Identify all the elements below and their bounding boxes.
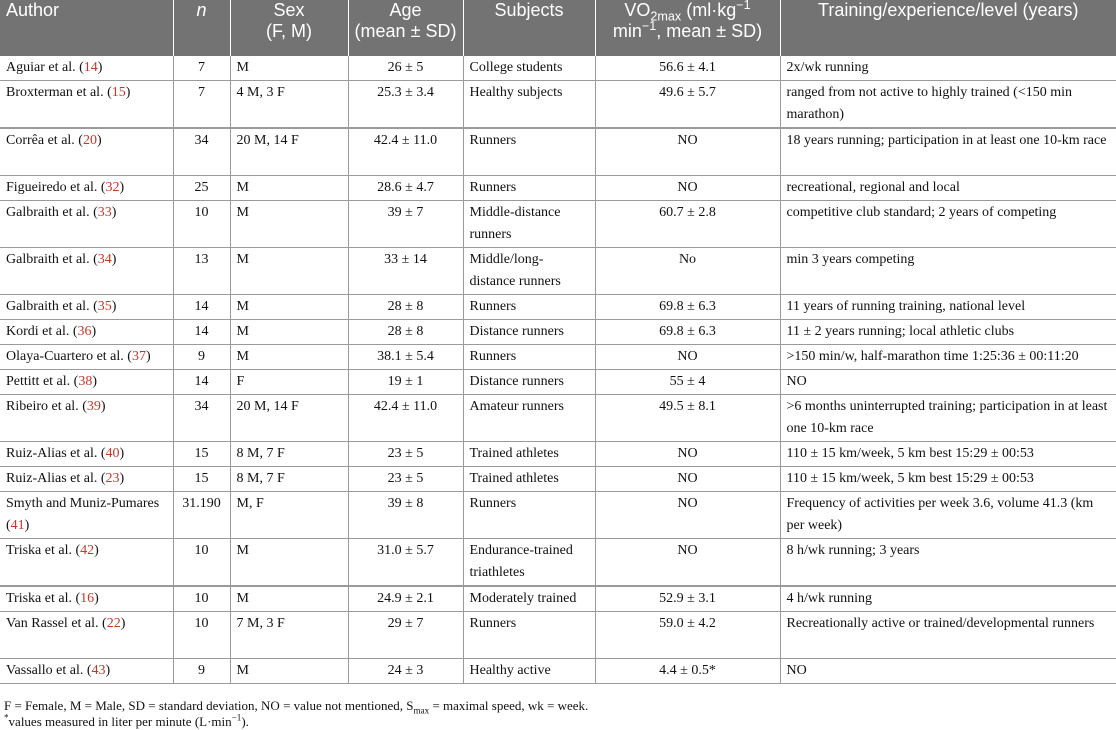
cell-training: >6 months uninterrupted training; participation in at least one 10-km race (780, 395, 1116, 442)
cell-age: 23 ± 5 (348, 467, 463, 492)
cell-sex: M (230, 659, 348, 684)
table-body (0, 56, 1116, 684)
cell-author: Ruiz-Alias et al. (23) (0, 467, 173, 492)
reference-link[interactable]: 14 (83, 60, 98, 75)
cell-age: 25.3 ± 3.4 (348, 81, 463, 129)
cell-sex: M (230, 248, 348, 295)
cell-training: NO (780, 370, 1116, 395)
reference-link[interactable]: 23 (105, 471, 120, 486)
cell-author: Pettitt et al. (38) (0, 370, 173, 395)
reference-link[interactable]: 34 (97, 252, 112, 267)
cell-author: Van Rassel et al. (22) (0, 612, 173, 659)
cell-sex: 20 M, 14 F (230, 128, 348, 176)
cell-sex: 4 M, 3 F (230, 81, 348, 129)
cell-age: 42.4 ± 11.0 (348, 128, 463, 176)
cell-subjects: Runners (463, 612, 595, 659)
cell-sex: 7 M, 3 F (230, 612, 348, 659)
cell-subjects: Distance runners (463, 370, 595, 395)
cell-training: 8 h/wk running; 3 years (780, 539, 1116, 587)
reference-link[interactable]: 36 (77, 324, 92, 339)
cell-age: 39 ± 7 (348, 201, 463, 248)
cell-subjects: Healthy subjects (463, 81, 595, 129)
cell-subjects: Runners (463, 492, 595, 539)
cell-training: 11 years of running training, national level (780, 295, 1116, 320)
cell-training: 11 ± 2 years running; local athletic clubs (780, 320, 1116, 345)
table-row (0, 659, 1116, 684)
cell-subjects: Middle-distance runners (463, 201, 595, 248)
cell-age: 24.9 ± 2.1 (348, 586, 463, 612)
cell-sex: M (230, 345, 348, 370)
cell-age: 29 ± 7 (348, 612, 463, 659)
cell-sex: M (230, 56, 348, 81)
table-row (0, 492, 1116, 539)
cell-sex: M (230, 201, 348, 248)
reference-link[interactable]: 15 (111, 85, 126, 100)
header-sex: Sex (F, M) (230, 0, 348, 56)
reference-link[interactable]: 22 (106, 616, 121, 631)
cell-training: 110 ± 15 km/week, 5 km best 15:29 ± 00:53 (780, 442, 1116, 467)
reference-link[interactable]: 39 (86, 399, 101, 414)
reference-link[interactable]: 43 (91, 663, 106, 678)
cell-age: 28 ± 8 (348, 320, 463, 345)
cell-n: 25 (173, 176, 230, 201)
cell-n: 10 (173, 612, 230, 659)
footnote-units: *values measured in liter per minute $(L\cdot\min^{-1})$. (4, 712, 249, 729)
cell-author: Broxterman et al. (15) (0, 81, 173, 129)
cell-training: min 3 years competing (780, 248, 1116, 295)
cell-author: Kordi et al. (36) (0, 320, 173, 345)
cell-training: NO (780, 659, 1116, 684)
table-row (0, 539, 1116, 587)
cell-author: Aguiar et al. (14) (0, 56, 173, 81)
cell-vo2max: NO (595, 345, 780, 370)
reference-link[interactable]: 41 (10, 518, 25, 533)
cell-author: Ruiz-Alias et al. (40) (0, 442, 173, 467)
cell-subjects: Runners (463, 345, 595, 370)
cell-age: 42.4 ± 11.0 (348, 395, 463, 442)
cell-age: 26 ± 5 (348, 56, 463, 81)
cell-vo2max: 49.6 ± 5.7 (595, 81, 780, 129)
cell-training: 18 years running; participation in at least one 10-km race (780, 128, 1116, 176)
cell-age: 38.1 ± 5.4 (348, 345, 463, 370)
reference-link[interactable]: 35 (97, 299, 112, 314)
cell-training: 110 ± 15 km/week, 5 km best 15:29 ± 00:53 (780, 467, 1116, 492)
cell-subjects: College students (463, 56, 595, 81)
cell-vo2max: No (595, 248, 780, 295)
reference-link[interactable]: 33 (97, 205, 112, 220)
cell-vo2max: NO (595, 442, 780, 467)
cell-author: Olaya-Cuartero et al. (37) (0, 345, 173, 370)
cell-training: Frequency of activities per week 3.6, volume 41.3 (km per week) (780, 492, 1116, 539)
cell-n: 10 (173, 201, 230, 248)
table-row (0, 370, 1116, 395)
cell-n: 7 (173, 81, 230, 129)
cell-author: Galbraith et al. (35) (0, 295, 173, 320)
cell-vo2max: 4.4 ± 0.5* (595, 659, 780, 684)
cell-subjects: Amateur runners (463, 395, 595, 442)
reference-link[interactable]: 40 (105, 446, 120, 461)
footnote-abbreviations: F = Female, M = Male, SD = standard deviation, NO = value not mentioned, $S_{max}$ = maximal speed, wk = week. (4, 698, 589, 716)
cell-n: 15 (173, 442, 230, 467)
table-row (0, 176, 1116, 201)
cell-n: 34 (173, 395, 230, 442)
table-row (0, 201, 1116, 248)
cell-n: 15 (173, 467, 230, 492)
cell-subjects: Endurance-trained triathletes (463, 539, 595, 587)
reference-link[interactable]: 42 (80, 543, 95, 558)
cell-training: 2x/wk running (780, 56, 1116, 81)
cell-subjects: Middle/long-distance runners (463, 248, 595, 295)
table-row (0, 442, 1116, 467)
cell-author: Galbraith et al. (33) (0, 201, 173, 248)
cell-vo2max: 69.8 ± 6.3 (595, 320, 780, 345)
cell-subjects: Trained athletes (463, 442, 595, 467)
cell-vo2max: NO (595, 176, 780, 201)
cell-subjects: Runners (463, 295, 595, 320)
table-row (0, 586, 1116, 612)
cell-n: 14 (173, 370, 230, 395)
cell-vo2max: NO (595, 467, 780, 492)
cell-age: 23 ± 5 (348, 442, 463, 467)
cell-training: recreational, regional and local (780, 176, 1116, 201)
table-row (0, 128, 1116, 176)
table-row (0, 81, 1116, 129)
cell-age: 31.0 ± 5.7 (348, 539, 463, 587)
cell-n: 10 (173, 539, 230, 587)
cell-author: Smyth and Muniz-Pumares (41) (0, 492, 173, 539)
cell-training: ranged from not active to highly trained (<150 min marathon) (780, 81, 1116, 129)
cell-training: competitive club standard; 2 years of competing (780, 201, 1116, 248)
reference-link[interactable]: 37 (131, 349, 146, 364)
cell-sex: M, F (230, 492, 348, 539)
cell-sex: F (230, 370, 348, 395)
cell-n: 14 (173, 295, 230, 320)
cell-training: >150 min/w, half-marathon time 1:25:36 ± 00:11:20 (780, 345, 1116, 370)
reference-link[interactable]: 38 (78, 374, 93, 389)
reference-link[interactable]: 20 (82, 133, 97, 148)
table-row (0, 56, 1116, 81)
cell-age: 24 ± 3 (348, 659, 463, 684)
cell-training: 4 h/wk running (780, 586, 1116, 612)
cell-vo2max: NO (595, 539, 780, 587)
cell-n: 31.190 (173, 492, 230, 539)
header-author: Author (0, 0, 173, 56)
cell-n: 9 (173, 345, 230, 370)
cell-n: 7 (173, 56, 230, 81)
cell-n: 14 (173, 320, 230, 345)
cell-vo2max: 69.8 ± 6.3 (595, 295, 780, 320)
cell-author: Vassallo et al. (43) (0, 659, 173, 684)
cell-sex: 8 M, 7 F (230, 442, 348, 467)
cell-sex: 8 M, 7 F (230, 467, 348, 492)
cell-sex: M (230, 586, 348, 612)
cell-author: Triska et al. (42) (0, 539, 173, 587)
cell-sex: M (230, 176, 348, 201)
cell-n: 10 (173, 586, 230, 612)
cell-subjects: Runners (463, 128, 595, 176)
cell-training: Recreationally active or trained/developmental runners (780, 612, 1116, 659)
table-row (0, 320, 1116, 345)
header-vo2max: $VO_{2max}$ ($ml\cdot kg^{-1}$ $\min^{-1}$, mean ± SD) (595, 0, 780, 56)
cell-vo2max: 55 ± 4 (595, 370, 780, 395)
cell-vo2max: 59.0 ± 4.2 (595, 612, 780, 659)
table-row (0, 295, 1116, 320)
cell-author: Ribeiro et al. (39) (0, 395, 173, 442)
table-footnotes (0, 698, 1116, 730)
table-row (0, 248, 1116, 295)
cell-author: Figueiredo et al. (32) (0, 176, 173, 201)
cell-vo2max: 52.9 ± 3.1 (595, 586, 780, 612)
header-row (0, 0, 1116, 56)
cell-sex: M (230, 320, 348, 345)
header-subjects: Subjects (463, 0, 595, 56)
cell-sex: M (230, 539, 348, 587)
cell-age: 19 ± 1 (348, 370, 463, 395)
cell-vo2max: 56.6 ± 4.1 (595, 56, 780, 81)
cell-age: 39 ± 8 (348, 492, 463, 539)
header-n: n (173, 0, 230, 56)
cell-vo2max: NO (595, 128, 780, 176)
cell-subjects: Distance runners (463, 320, 595, 345)
reference-link[interactable]: 16 (80, 591, 95, 606)
header-training: Training/experience/level (years) (780, 0, 1116, 56)
cell-author: Galbraith et al. (34) (0, 248, 173, 295)
cell-sex: M (230, 295, 348, 320)
cell-author: Triska et al. (16) (0, 586, 173, 612)
cell-age: 33 ± 14 (348, 248, 463, 295)
table-row (0, 395, 1116, 442)
cell-subjects: Trained athletes (463, 467, 595, 492)
table-row (0, 345, 1116, 370)
cell-n: 13 (173, 248, 230, 295)
table-row (0, 467, 1116, 492)
cell-sex: 20 M, 14 F (230, 395, 348, 442)
cell-n: 34 (173, 128, 230, 176)
cell-subjects: Runners (463, 176, 595, 201)
table-row (0, 612, 1116, 659)
cell-author: Corrêa et al. (20) (0, 128, 173, 176)
cell-vo2max: 60.7 ± 2.8 (595, 201, 780, 248)
cell-subjects: Healthy active (463, 659, 595, 684)
header-age: Age (mean ± SD) (348, 0, 463, 56)
cell-vo2max: NO (595, 492, 780, 539)
cell-n: 9 (173, 659, 230, 684)
cell-vo2max: 49.5 ± 8.1 (595, 395, 780, 442)
reference-link[interactable]: 32 (105, 180, 120, 195)
cell-age: 28.6 ± 4.7 (348, 176, 463, 201)
cell-age: 28 ± 8 (348, 295, 463, 320)
cell-subjects: Moderately trained (463, 586, 595, 612)
